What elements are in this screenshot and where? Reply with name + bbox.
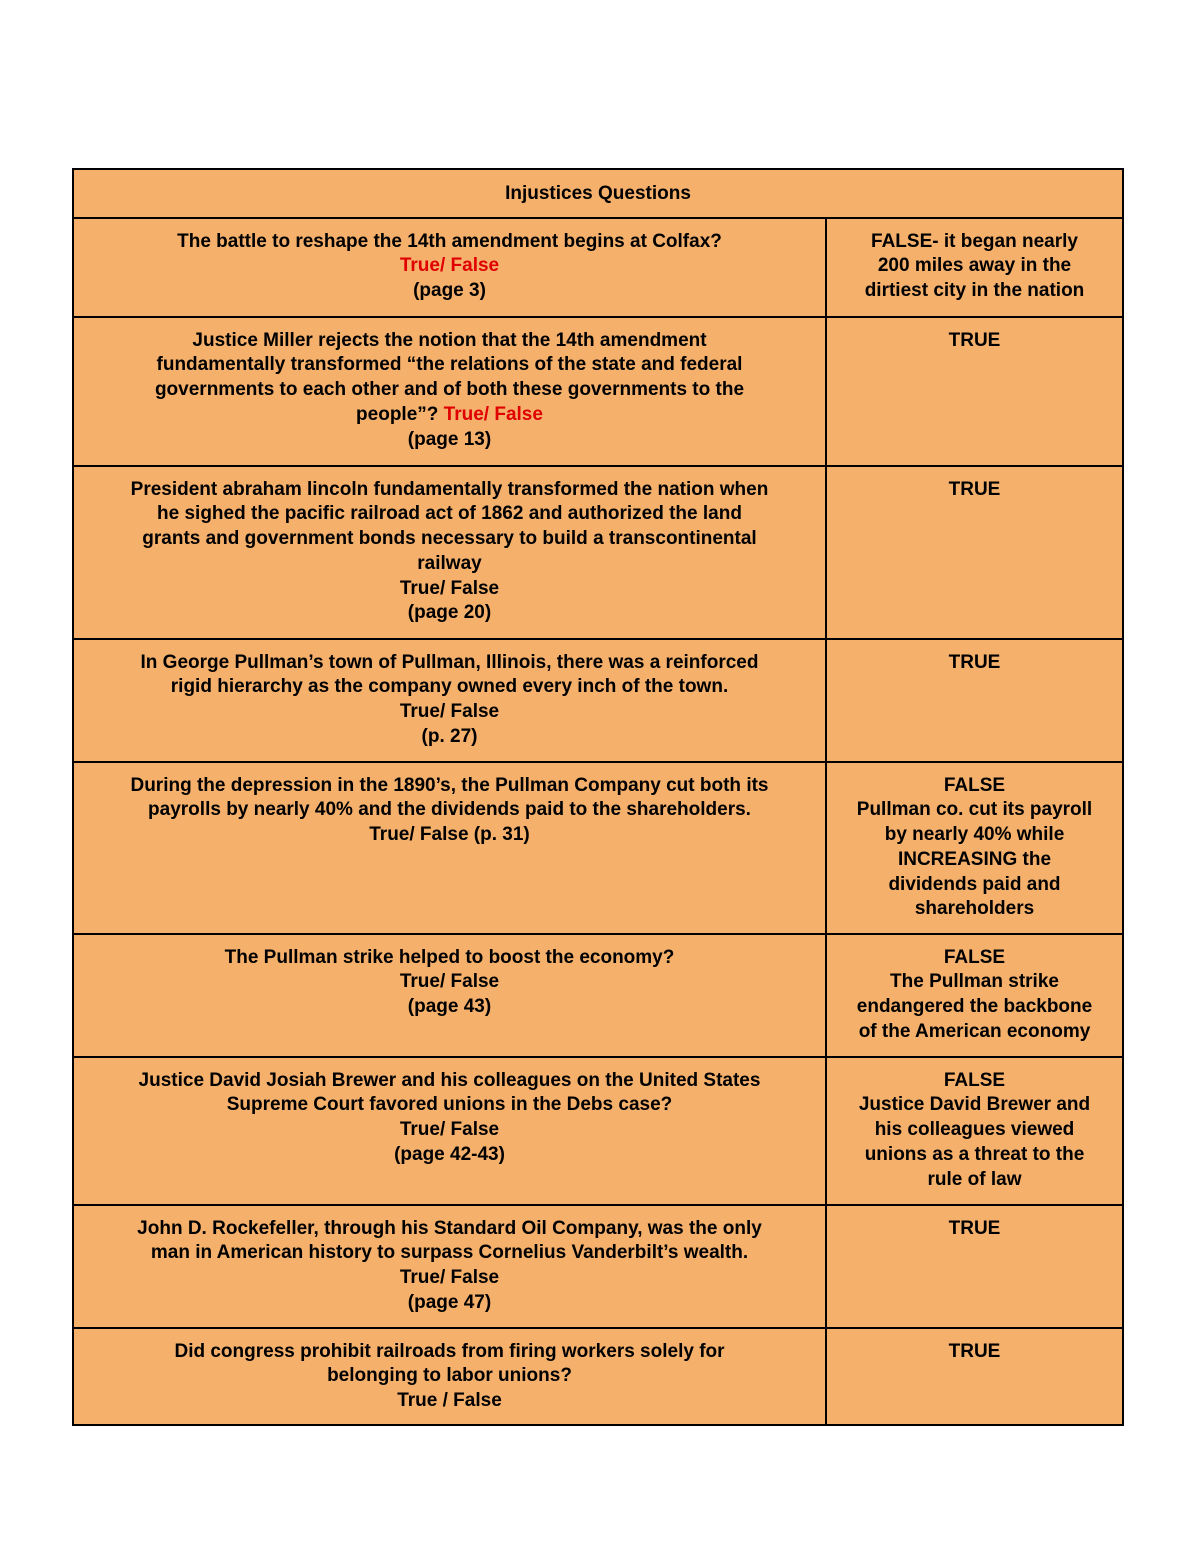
true-false-option: True/ False bbox=[443, 403, 543, 425]
answer-text: The Pullman strike bbox=[890, 971, 1059, 993]
question-cell bbox=[74, 763, 827, 933]
question-text: payrolls by nearly 40% and the dividends paid to the shareholders. bbox=[148, 799, 751, 821]
question-text: The battle to reshape the 14th amendment begins at Colfax? bbox=[177, 230, 722, 252]
question-text: During the depression in the 1890’s, the Pullman Company cut both its bbox=[130, 774, 769, 796]
page-reference: (page 47) bbox=[407, 1291, 492, 1313]
answer-text: Pullman co. cut its payroll bbox=[856, 799, 1093, 821]
question-text: people”? bbox=[356, 403, 439, 425]
table-row bbox=[74, 465, 1122, 638]
question-cell bbox=[74, 318, 827, 465]
answer-text: rule of law bbox=[927, 1168, 1022, 1190]
table-row bbox=[74, 1204, 1122, 1327]
true-false-option: True/ False bbox=[399, 701, 500, 723]
answer-cell bbox=[827, 1206, 1122, 1327]
table-row bbox=[74, 761, 1122, 933]
answer-text: TRUE bbox=[948, 478, 1001, 500]
question-cell bbox=[74, 219, 827, 316]
question-cell bbox=[74, 640, 827, 761]
answer-text: Justice David Brewer and bbox=[858, 1094, 1091, 1116]
question-text: Supreme Court favored unions in the Debs case? bbox=[226, 1094, 673, 1116]
answer-text: TRUE bbox=[948, 1340, 1001, 1362]
question-cell bbox=[74, 1206, 827, 1327]
true-false-option: True/ False bbox=[399, 1267, 500, 1289]
answer-text: dividends paid and bbox=[888, 873, 1061, 895]
question-text: President abraham lincoln fundamentally transformed the nation when bbox=[130, 478, 769, 500]
answer-cell bbox=[827, 1058, 1122, 1204]
answer-cell bbox=[827, 935, 1122, 1056]
question-text: fundamentally transformed “the relations of the state and federal bbox=[156, 354, 743, 376]
question-text: The Pullman strike helped to boost the economy? bbox=[224, 946, 675, 968]
answer-cell bbox=[827, 1329, 1122, 1424]
question-text: he sighed the pacific railroad act of 1862 and authorized the land bbox=[157, 503, 742, 525]
question-text: In George Pullman’s town of Pullman, Illinois, there was a reinforced bbox=[140, 651, 759, 673]
answer-text: TRUE bbox=[948, 329, 1001, 351]
question-text: belonging to labor unions? bbox=[327, 1365, 572, 1387]
question-cell bbox=[74, 467, 827, 638]
question-text: Did congress prohibit railroads from firing workers solely for bbox=[174, 1340, 725, 1362]
page-reference: (p. 27) bbox=[421, 725, 478, 747]
true-false-option: True/ False bbox=[399, 1119, 500, 1141]
answer-text: dirtiest city in the nation bbox=[864, 280, 1085, 302]
answer-text: 200 miles away in the bbox=[877, 255, 1072, 277]
answer-cell bbox=[827, 763, 1122, 933]
page-reference: (page 13) bbox=[407, 428, 492, 450]
table-row bbox=[74, 1327, 1122, 1424]
answer-text: shareholders bbox=[914, 898, 1035, 920]
answer-text: INCREASING the bbox=[897, 848, 1052, 870]
page-reference: (page 42-43) bbox=[394, 1143, 505, 1165]
table-row bbox=[74, 1056, 1122, 1204]
answer-text: FALSE bbox=[943, 774, 1006, 796]
answer-text: of the American economy bbox=[858, 1020, 1091, 1042]
table-row bbox=[74, 933, 1122, 1056]
true-false-option: True/ False (p. 31) bbox=[369, 824, 530, 846]
table-row bbox=[74, 217, 1122, 316]
answer-cell bbox=[827, 219, 1122, 316]
true-false-option: True/ False bbox=[399, 971, 500, 993]
question-text: John D. Rockefeller, through his Standard Oil Company, was the only bbox=[137, 1217, 762, 1239]
table-row bbox=[74, 638, 1122, 761]
table-header-row bbox=[74, 170, 1122, 217]
question-cell bbox=[74, 1058, 827, 1204]
page-reference: (page 20) bbox=[407, 602, 492, 624]
true-false-option: True/ False bbox=[399, 255, 500, 277]
answer-text: by nearly 40% while bbox=[884, 824, 1065, 846]
question-text: man in American history to surpass Cornelius Vanderbilt’s wealth. bbox=[150, 1242, 749, 1264]
answer-text: unions as a threat to the bbox=[864, 1143, 1085, 1165]
question-text: governments to each other and of both these governments to the bbox=[154, 379, 745, 401]
answer-text: endangered the backbone bbox=[856, 996, 1093, 1018]
answer-text: FALSE- it began nearly bbox=[871, 230, 1078, 252]
answer-text: TRUE bbox=[948, 1217, 1001, 1239]
question-text: railway bbox=[417, 552, 482, 574]
question-text: rigid hierarchy as the company owned every inch of the town. bbox=[170, 676, 729, 698]
page-reference: (page 43) bbox=[407, 996, 492, 1018]
page-reference: (page 3) bbox=[413, 280, 486, 302]
question-cell bbox=[74, 1329, 827, 1424]
answer-cell bbox=[827, 640, 1122, 761]
answer-text: his colleagues viewed bbox=[874, 1119, 1075, 1141]
answer-text: FALSE bbox=[943, 1069, 1006, 1091]
question-cell bbox=[74, 935, 827, 1056]
answer-cell bbox=[827, 467, 1122, 638]
answer-text: FALSE bbox=[943, 946, 1006, 968]
table-title: Injustices Questions bbox=[505, 183, 691, 204]
question-text: Justice Miller rejects the notion that the 14th amendment bbox=[192, 329, 707, 351]
true-false-option: True/ False bbox=[399, 577, 500, 599]
question-text: Justice David Josiah Brewer and his colleagues on the United States bbox=[138, 1069, 761, 1091]
true-false-option: True / False bbox=[397, 1390, 502, 1412]
questions-table bbox=[72, 168, 1124, 1426]
table-row bbox=[74, 316, 1122, 465]
answer-cell bbox=[827, 318, 1122, 465]
answer-text: TRUE bbox=[948, 651, 1001, 673]
question-text: grants and government bonds necessary to build a transcontinental bbox=[142, 528, 757, 550]
